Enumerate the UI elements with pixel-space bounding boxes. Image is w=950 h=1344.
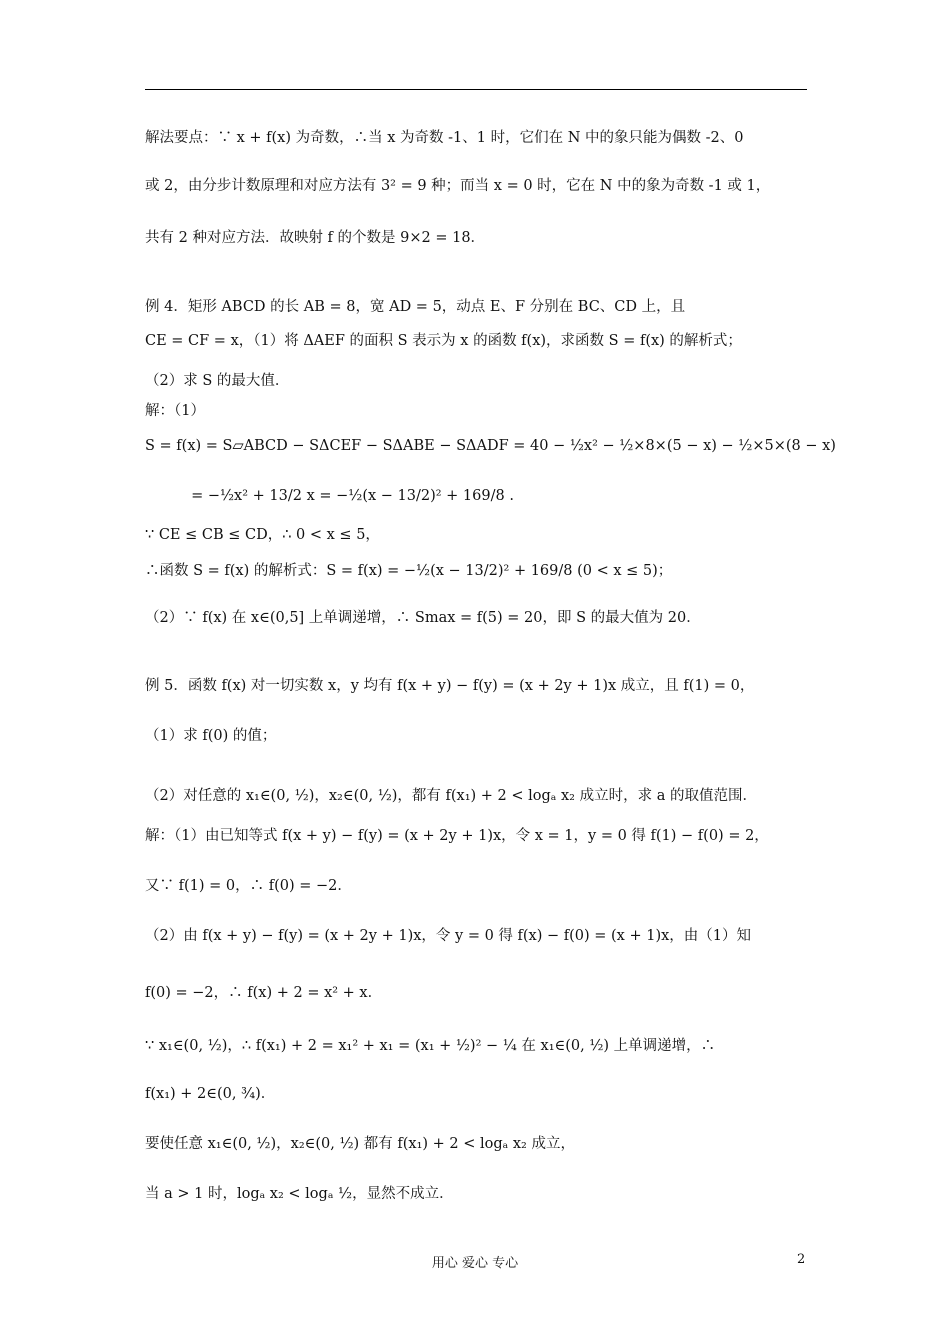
line-2: 或 2，由分步计数原理和对应方法有 3² = 9 种；而当 x = 0 时，它在 N 中的象为奇数 -1 或 1， (145, 178, 771, 194)
page-footer: 用心 爱心 专心 (431, 1256, 519, 1271)
line-15: （2）对任意的 x₁∈(0, ½)，x₂∈(0, ½)，都有 f(x₁) + 2 < logₐ x₂ 成立时，求 a 的取值范围． (145, 788, 757, 804)
line-10: ∵ CE ≤ CB ≤ CD，∴ 0 < x ≤ 5， (145, 527, 380, 543)
line-22: 要使任意 x₁∈(0, ½)，x₂∈(0, ½) 都有 f(x₁) + 2 < logₐ x₂ 成立， (145, 1136, 575, 1152)
line-19: f(0) = −2，∴ f(x) + 2 = x² + x． (145, 985, 383, 1001)
line-16: 解：（1）由已知等式 f(x + y) − f(y) = (x + 2y + 1)x，令 x = 1，y = 0 得 f(1) − f(0) = 2， (145, 828, 769, 844)
line-14: （1）求 f(0) 的值； (145, 728, 277, 744)
line-9: = −½x² + 13/2 x = −½(x − 13/2)² + 169/8 . (145, 488, 514, 504)
line-18: （2）由 f(x + y) − f(y) = (x + 2y + 1)x，令 y = 0 得 f(x) − f(0) = (x + 1)x，由（1）知 (145, 928, 752, 944)
line-1: 解法要点：∵ x + f(x) 为奇数，∴当 x 为奇数 -1、1 时，它们在 N 中的象只能为偶数 -2、0 (145, 130, 744, 146)
header-rule (145, 89, 807, 90)
line-8: S = f(x) = S▱ABCD − SΔCEF − SΔABE − SΔADF = 40 − ½x² − ½×8×(5 − x) − ½×5×(8 − x) (145, 438, 836, 454)
line-17: 又∵ f(1) = 0，∴ f(0) = −2． (145, 878, 352, 894)
line-4: 例 4．矩形 ABCD 的长 AB = 8，宽 AD = 5，动点 E、F 分别在 BC、CD 上，且 (145, 299, 686, 315)
line-21: f(x₁) + 2∈(0, ¾)． (145, 1086, 276, 1102)
line-20: ∵ x₁∈(0, ½)，∴ f(x₁) + 2 = x₁² + x₁ = (x₁ + ½)² − ¼ 在 x₁∈(0, ½) 上单调递增，∴ (145, 1038, 716, 1054)
line-3: 共有 2 种对应方法．故映射 f 的个数是 9×2 = 18． (145, 230, 486, 246)
line-5: CE = CF = x，（1）将 ΔAEF 的面积 S 表示为 x 的函数 f(x)，求函数 S = f(x) 的解析式； (145, 333, 742, 349)
line-7: 解：（1） (145, 403, 205, 419)
page-number: 2 (797, 1252, 806, 1267)
line-23: 当 a > 1 时，logₐ x₂ < logₐ ½，显然不成立． (145, 1186, 454, 1202)
line-11: ∴函数 S = f(x) 的解析式：S = f(x) = −½(x − 13/2)² + 169/8 (0 < x ≤ 5)； (145, 563, 673, 579)
line-13: 例 5．函数 f(x) 对一切实数 x，y 均有 f(x + y) − f(y) = (x + 2y + 1)x 成立，且 f(1) = 0， (145, 678, 755, 694)
line-12: （2）∵ f(x) 在 x∈(0,5] 上单调递增，∴ Smax = f(5) = 20，即 S 的最大值为 20． (145, 610, 701, 626)
line-6: （2）求 S 的最大值． (145, 373, 290, 389)
